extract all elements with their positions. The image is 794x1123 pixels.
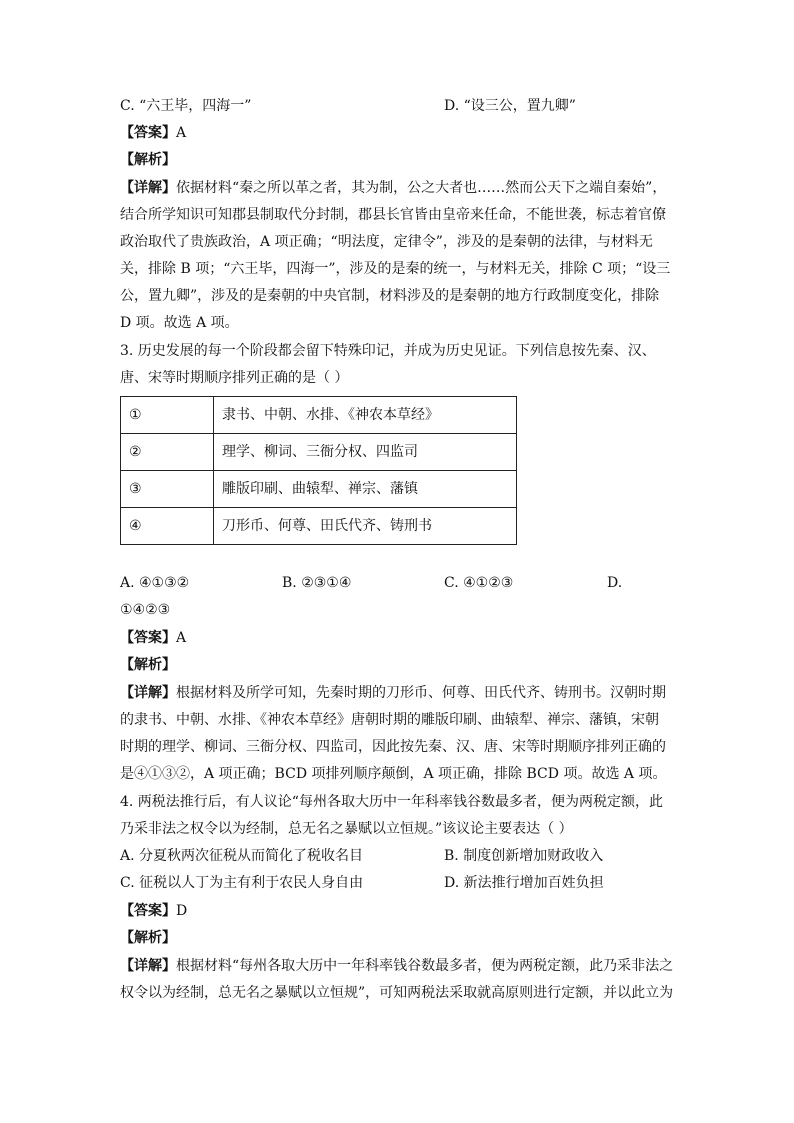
q3-detail-line <box>120 683 680 703</box>
row-content: 雕版印刷、曲辕犁、禅宗、藩镇 <box>214 471 517 508</box>
q3-items-table <box>120 396 517 545</box>
row-content: 刀形币、何尊、田氏代齐、铸刑书 <box>214 508 517 545</box>
q2-analysis-label: 【解析】 <box>120 152 176 168</box>
q2-detail-line: 结合所学知识可知郡县制取代分封制，郡县长官皆由皇帝来任命，不能世袭，标志着官僚 <box>120 207 666 223</box>
row-number: ② <box>121 434 214 471</box>
q3-detail-line: 的隶书、中朝、水排、《神农本草经》唐朝时期的雕版印刷、曲辕犁、禅宗、藩镇，宋朝 <box>120 712 659 728</box>
answer-label: 【答案】 <box>120 125 176 141</box>
row-content: 理学、柳词、三衙分权、四监司 <box>214 434 517 471</box>
table-row <box>121 508 517 545</box>
q3-stem-line2: 唐、宋等时期顺序排列正确的是（ ） <box>120 370 349 386</box>
table-row <box>121 434 517 471</box>
q4-detail-line <box>120 956 680 976</box>
detail-text: 依据材料“秦之所以革之者，其为制，公之大者也……然而公天下之端自秦始”， <box>176 180 667 196</box>
answer-label: 【答案】 <box>120 630 176 646</box>
q4-option-b: B. 制度创新增加财政收入 <box>444 848 604 864</box>
q3-answer <box>120 628 680 648</box>
detail-text: 根据材料及所学可知，先秦时期的刀形币、何尊、田氏代齐、铸刑书。汉朝时期 <box>176 685 666 701</box>
q4-stem-line2: 乃采非法之权令以为经制，总无名之暴赋以立恒规。”该议论主要表达（ ） <box>120 821 573 837</box>
q2-detail-line: 政治取代了贵族政治，A 项正确；“明法度，定律令”，涉及的是秦朝的法律，与材料无 <box>120 234 653 250</box>
answer-value: A <box>176 125 187 141</box>
answer-label: 【答案】 <box>120 903 176 919</box>
q2-option-d: D. “设三公，置九卿” <box>444 98 576 114</box>
row-content: 隶书、中朝、水排、《神农本草经》 <box>214 397 517 434</box>
q2-detail-line: 公，置九卿”，涉及的是秦朝的中央官制，材料涉及的是秦朝的地方行政制度变化，排除 <box>120 288 660 304</box>
q3-detail-line: 是④①③②，A 项正确；BCD 项排列顺序颠倒，A 项正确，排除 BCD 项。故选 A 项。 <box>120 766 667 782</box>
q4-detail-line: 权令以为经制，总无名之暴赋以立恒规”，可知两税法采取就高原则进行定额，并以此立为 <box>120 985 674 1001</box>
q4-answer <box>120 901 680 921</box>
q2-detail-line: D 项。故选 A 项。 <box>120 315 239 331</box>
q3-option-b: B. ②③①④ <box>282 575 352 591</box>
answer-value: D <box>176 903 188 919</box>
q4-stem-line1: 4. 两税法推行后，有人议论“每州各取大历中一年科率钱谷数最多者，便为两税定额，此 <box>120 794 663 810</box>
row-number: ④ <box>121 508 214 545</box>
q4-option-d: D. 新法推行增加百姓负担 <box>444 875 604 891</box>
detail-label: 【详解】 <box>120 180 176 196</box>
detail-label: 【详解】 <box>120 958 176 974</box>
q3-option-a: A. ④①③② <box>120 575 190 591</box>
q2-answer <box>120 123 680 143</box>
q2-option-c: C. “六王毕，四海一” <box>120 98 252 114</box>
q3-analysis-label: 【解析】 <box>120 657 176 673</box>
q3-detail-line: 时期的理学、柳词、三衙分权、四监司，因此按先秦、汉、唐、宋等时期顺序排列正确的 <box>120 739 666 755</box>
q2-detail-line: 关，排除 B 项；“六王毕，四海一”，涉及的是秦的统一，与材料无关，排除 C 项；“设三 <box>120 261 671 277</box>
q2-detail-line <box>120 178 680 198</box>
detail-label: 【详解】 <box>120 685 176 701</box>
row-number: ① <box>121 397 214 434</box>
q3-option-c: C. ④①②③ <box>444 575 514 591</box>
answer-value: A <box>176 630 187 646</box>
q3-option-d-continued: ①④②③ <box>120 602 171 618</box>
q3-option-d: D. <box>607 575 623 591</box>
table-row <box>121 397 517 434</box>
q4-option-a: A. 分夏秋两次征税从而简化了税收名目 <box>120 848 364 864</box>
q4-analysis-label: 【解析】 <box>120 930 176 946</box>
table-row <box>121 471 517 508</box>
detail-text: 根据材料“每州各取大历中一年科率钱谷数最多者，便为两税定额，此乃采非法之 <box>176 958 674 974</box>
q3-stem-line1: 3. 历史发展的每一个阶段都会留下特殊印记，并成为历史见证。下列信息按先秦、汉、 <box>120 343 656 359</box>
row-number: ③ <box>121 471 214 508</box>
q4-option-c: C. 征税以人丁为主有利于农民人身自由 <box>120 875 364 891</box>
